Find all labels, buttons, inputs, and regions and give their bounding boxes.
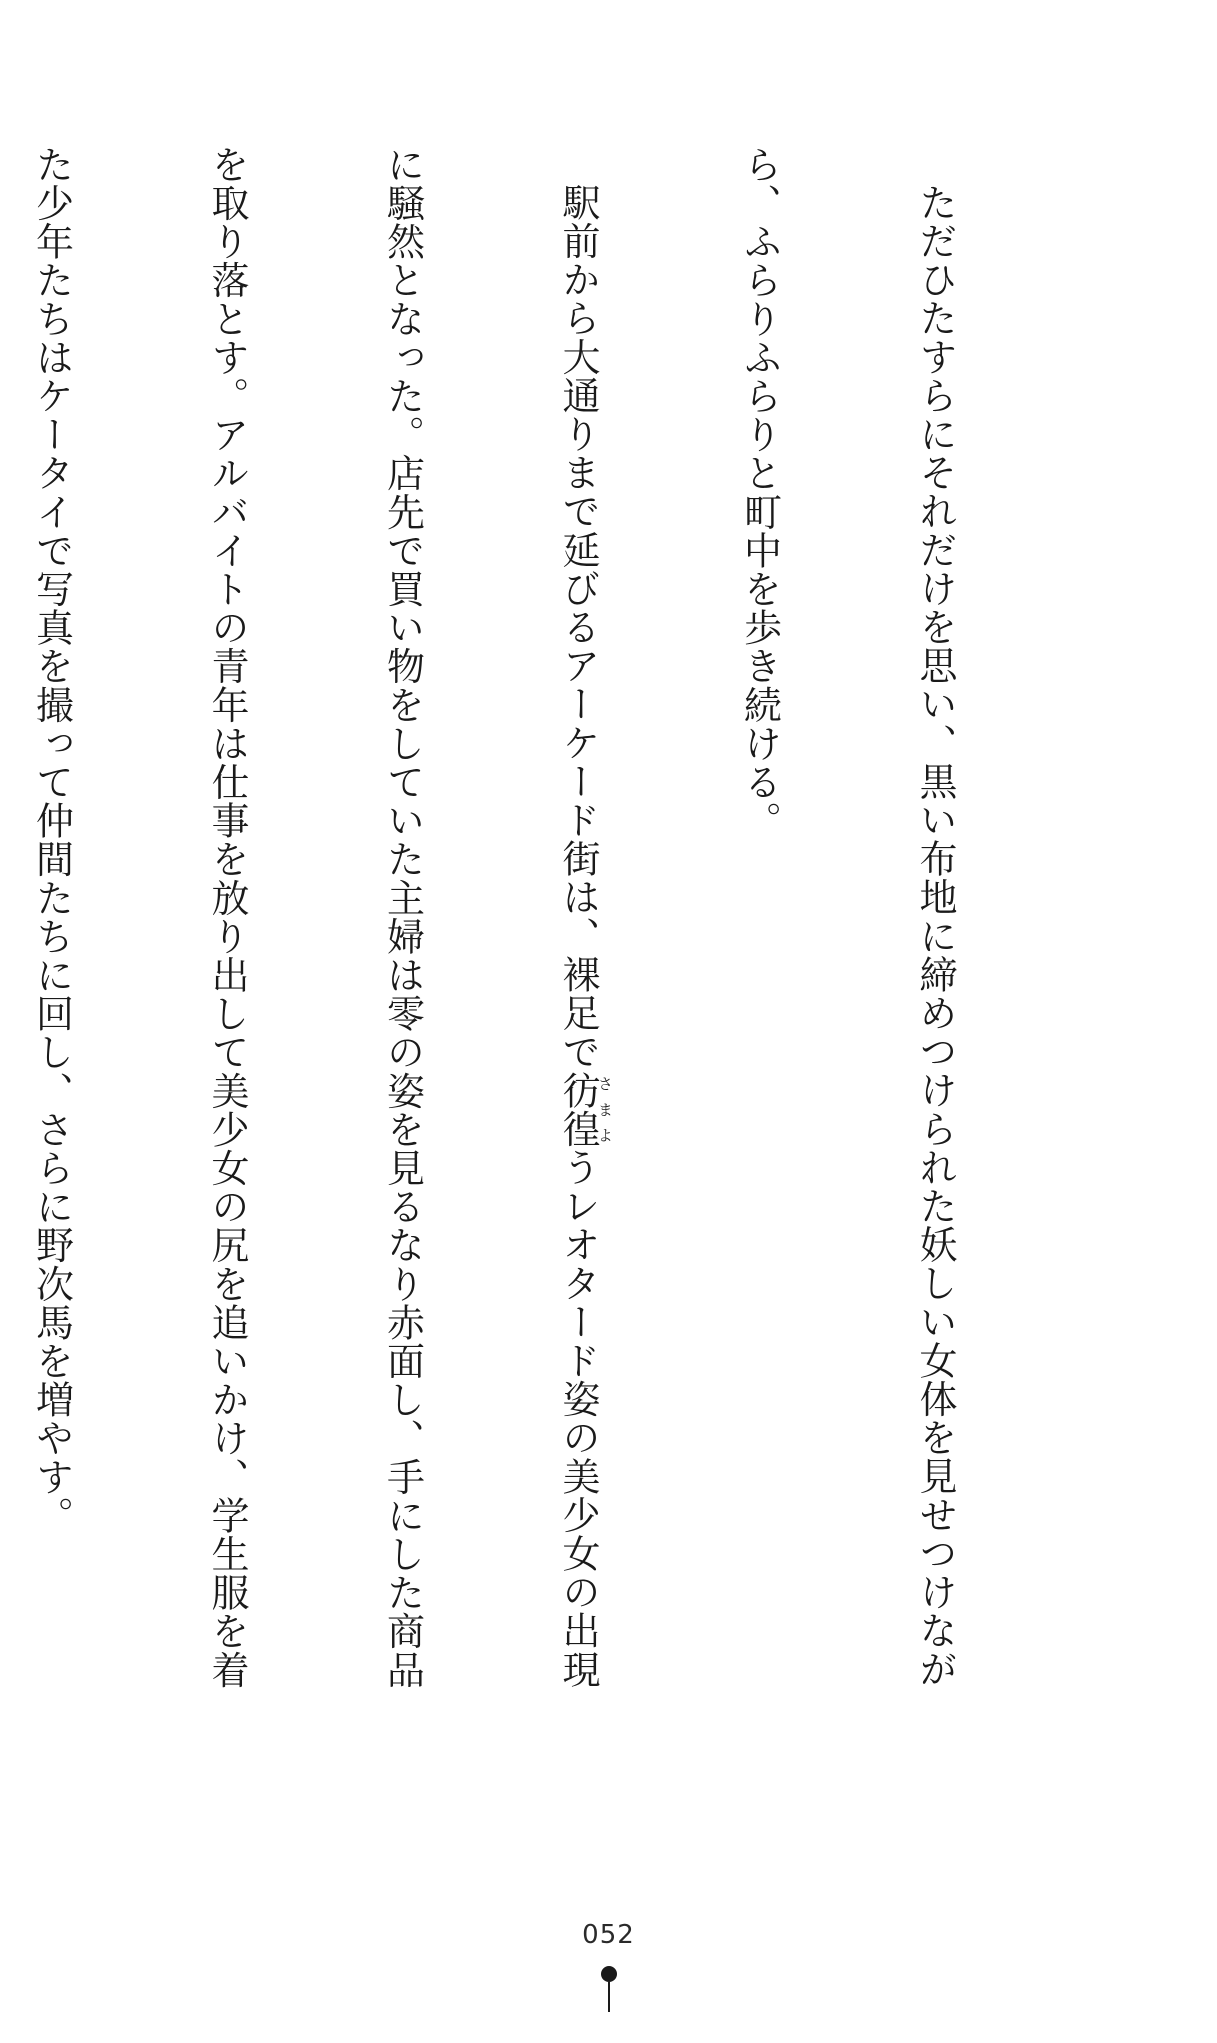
ruby-reading: さまよ [596, 1070, 614, 1149]
body-text [0, 145, 1081, 1885]
text-line-4: に騒然となった。店先で買い物をしていた主婦は零の姿を見るなり赤面し、手にした商品 [380, 145, 425, 1689]
page-marker-dot [601, 1966, 617, 1982]
text-line-3: 駅前から大通りまで延びるアーケード街は、裸足で彷徨さまようレオタード姿の美少女の出現 [556, 183, 614, 1689]
ruby-annotation: 彷徨さまよ [556, 1070, 614, 1149]
text-line-6: た少年たちはケータイで写真を撮って仲間たちに回し、さらに野次馬を増やす。 [29, 145, 74, 1535]
page-number: 052 [582, 1920, 635, 1950]
text-line-1: ただひたすらにそれだけを思い、黒い布地に締めつけられた妖しい女体を見せつけなが [913, 183, 957, 1689]
page-marker-stem [608, 1982, 610, 2012]
text-line-2: ら、ふらりふらりと町中を歩き続ける。 [737, 145, 782, 840]
text-line-5: を取り落とす。アルバイトの青年は仕事を放り出して美少女の尻を追いかけ、学生服を着 [205, 145, 249, 1689]
